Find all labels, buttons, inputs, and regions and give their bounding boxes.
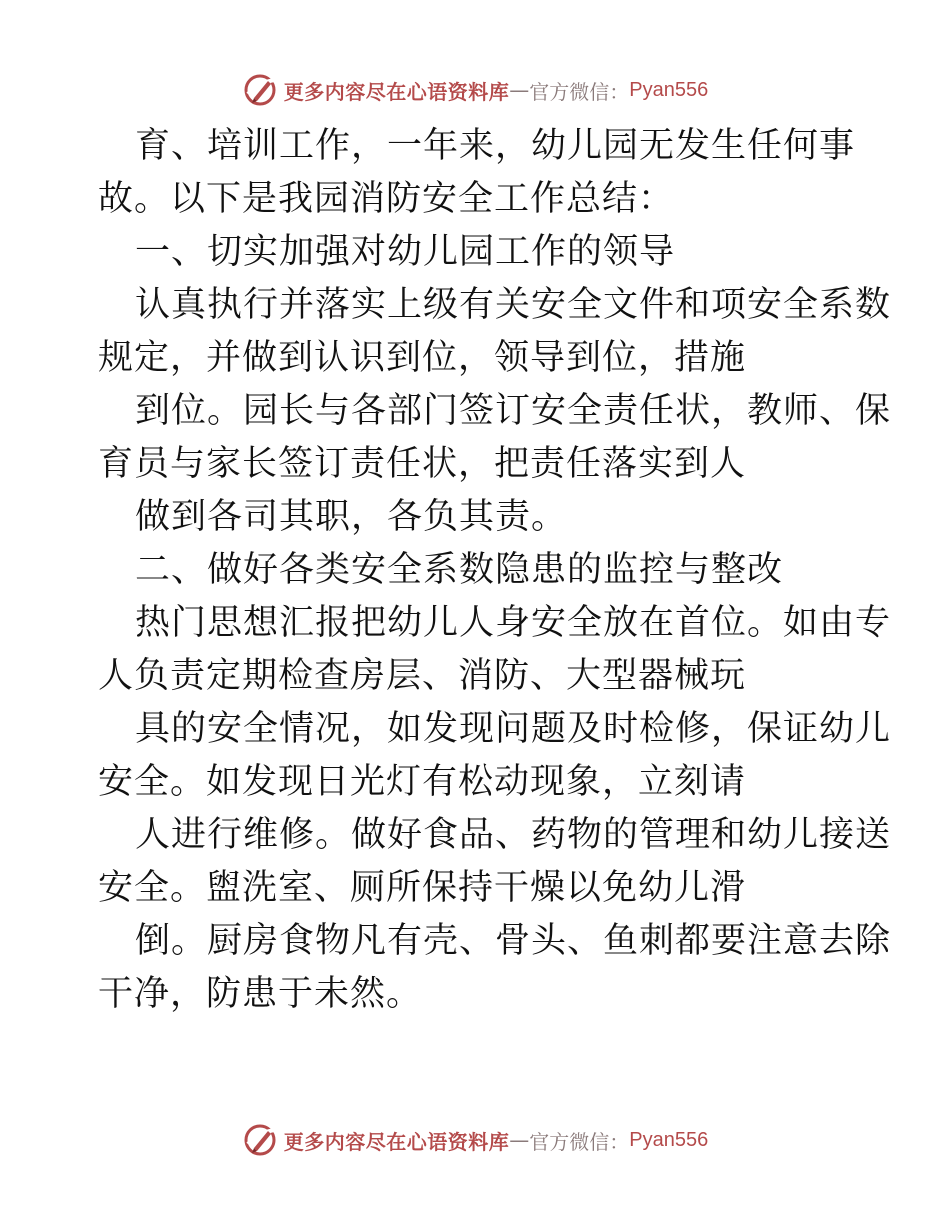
section-heading-1: 一、切实加强对幼儿园工作的领导	[135, 232, 676, 272]
wechat-account: Pyan556	[629, 78, 709, 101]
header-banner	[0, 70, 950, 110]
text-line: 育、培训工作，一年来，幼儿园无发生任何事	[135, 126, 856, 166]
wechat-account: Pyan556	[629, 1128, 709, 1151]
text-line: 人进行维修。做好食品、药物的管理和幼儿接送	[135, 815, 892, 855]
banner-dash: —	[509, 1128, 530, 1152]
footer-banner	[0, 1120, 950, 1160]
text-line: 热门思想汇报把幼儿人身安全放在首位。如由专	[135, 603, 892, 643]
text-line: 人负责定期检查房层、消防、大型器械玩	[98, 656, 747, 696]
text-line: 做到各司其职，各负其责。	[135, 497, 568, 537]
text-line: 育员与家长签订责任状，把责任落实到人	[98, 444, 747, 484]
text-line: 故。以下是我园消防安全工作总结：	[98, 179, 675, 219]
site-name: 更多内容尽在心语资料库	[283, 79, 510, 104]
wechat-label: 官方微信：	[529, 79, 630, 104]
text-line: 倒。厨房食物凡有壳、骨头、鱼刺都要注意去除	[135, 921, 892, 961]
wechat-label: 官方微信：	[529, 1129, 630, 1154]
site-name: 更多内容尽在心语资料库	[283, 1129, 510, 1154]
text-line: 干净，防患于未然。	[98, 974, 423, 1014]
text-line: 认真执行并落实上级有关安全文件和项安全系数	[135, 285, 892, 325]
text-line: 到位。园长与各部门签订安全责任状，教师、保	[135, 391, 892, 431]
banner-dash: —	[509, 78, 530, 102]
section-heading-2: 二、做好各类安全系数隐患的监控与整改	[135, 550, 784, 590]
text-line: 规定，并做到认识到位，领导到位，措施	[98, 338, 747, 378]
text-line: 具的安全情况，如发现问题及时检修，保证幼儿	[135, 709, 892, 749]
text-line: 安全。如发现日光灯有松动现象，立刻请	[98, 762, 747, 802]
text-line: 安全。盥洗室、厕所保持干燥以免幼儿滑	[98, 868, 747, 908]
pen-logo-icon	[242, 72, 278, 108]
pen-logo-icon	[242, 1122, 278, 1158]
document-body	[98, 120, 892, 1021]
